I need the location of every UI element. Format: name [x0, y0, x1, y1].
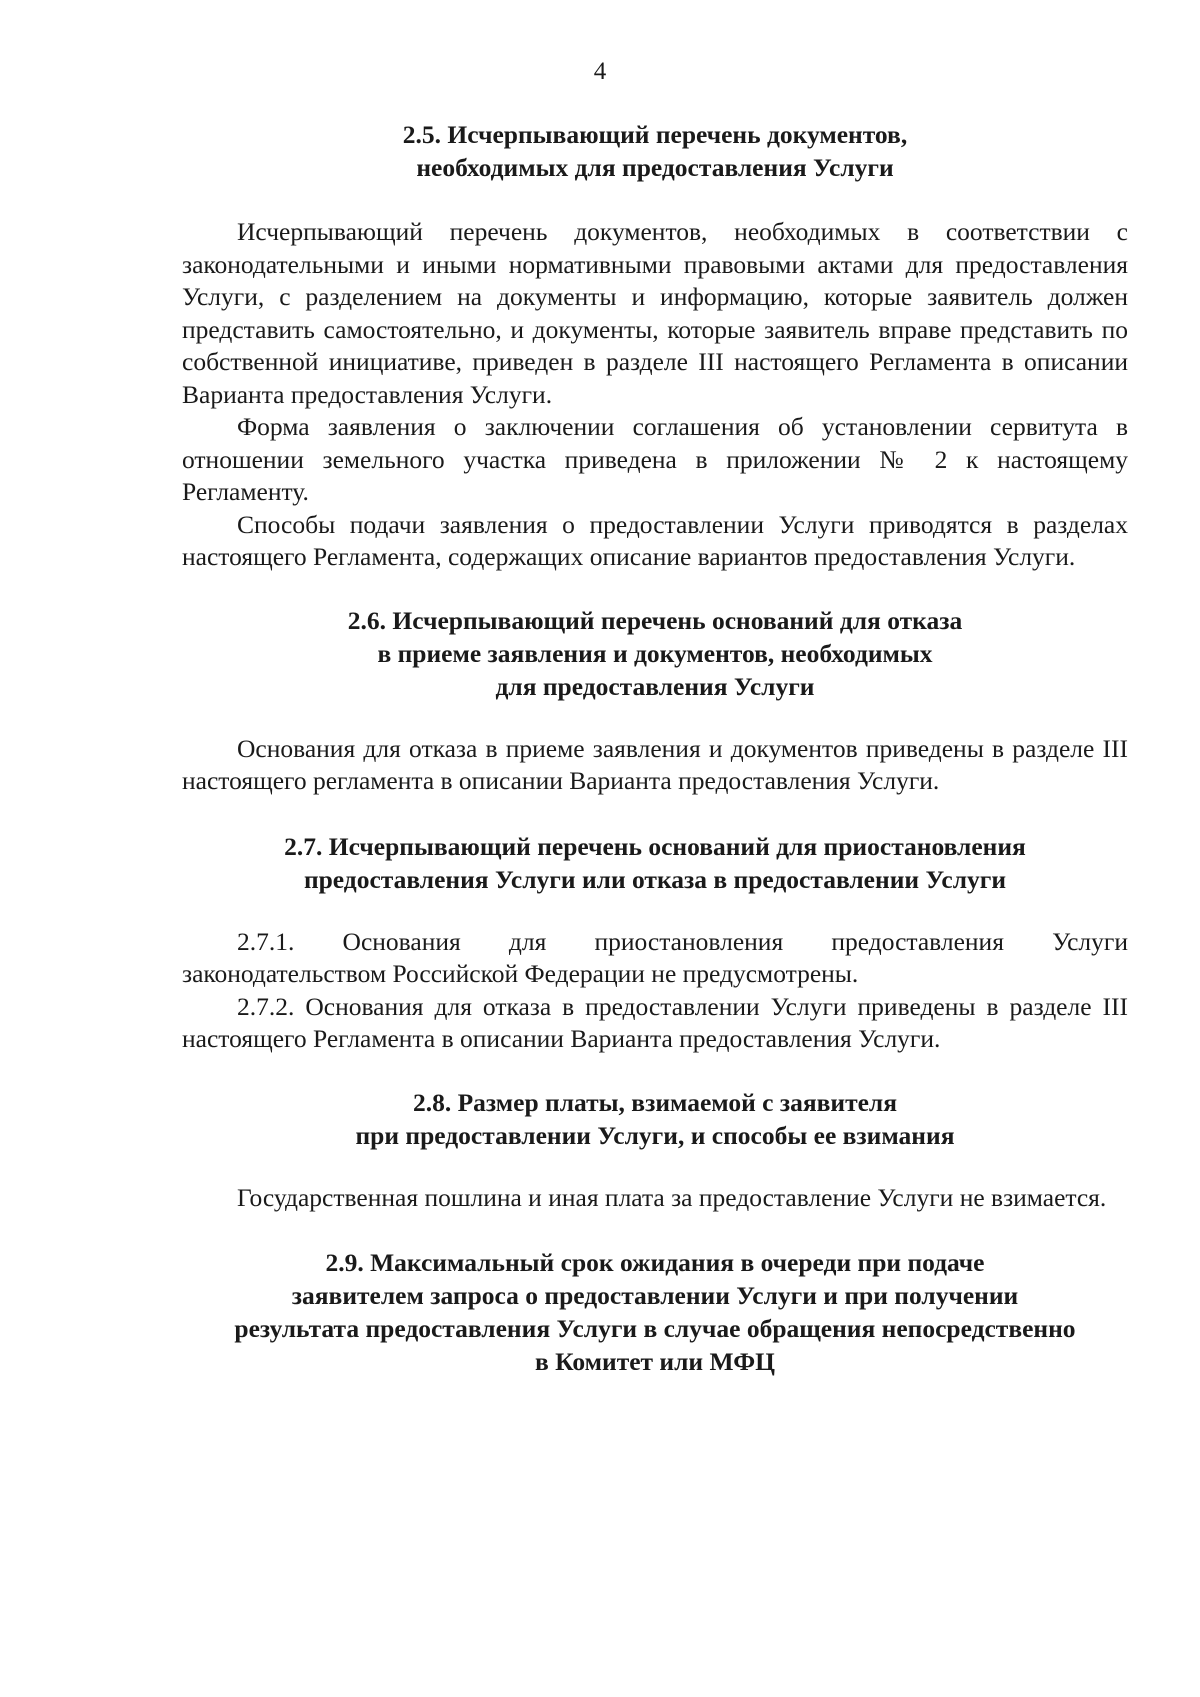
heading-line: 2.5. Исчерпывающий перечень документов,: [402, 120, 908, 149]
paragraph: 2.7.1. Основания для приостановления предоставления Услуги законодательством Российской Федерации не предусмотрены.: [182, 926, 1128, 988]
section-heading: [182, 1086, 1128, 1152]
heading-line: необходимых для предоставления Услуги: [416, 153, 894, 182]
heading-line: предоставления Услуги или отказа в предоставлении Услуги: [303, 864, 1007, 894]
section-heading: [182, 830, 1128, 896]
heading-line: результата предоставления Услуги в случае обращения непосредственно: [234, 1314, 1076, 1343]
heading-line: 2.7. Исчерпывающий перечень оснований для приостановления: [284, 831, 1026, 861]
heading-line: заявителем запроса о предоставлении Услуги и при получении: [291, 1281, 1019, 1310]
section-heading: [182, 118, 1128, 184]
paragraph: Форма заявления о заключении соглашения об установлении сервитута в отношении земельного участка приведена в приложении № 2 к настоящему Регламенту.: [182, 412, 1128, 506]
section-2-5: [182, 118, 1128, 574]
heading-line: в приеме заявления и документов, необходимых: [377, 638, 933, 668]
heading-line: 2.6. Исчерпывающий перечень оснований для отказа: [347, 605, 963, 635]
paragraph: Исчерпывающий перечень документов, необходимых в соответствии с законодательными и иными нормативными правовыми актами для предоставления Услуги, с разделением на документы и информацию, которые заявитель должен представить самостоятельно, и документы, которые заявитель вправе представить по собственной инициативе, приведен в разделе III настоящего Регламента в описании Варианта предоставления Услуги.: [182, 217, 1128, 409]
section-2-6: [182, 604, 1128, 798]
paragraph: Способы подачи заявления о предоставлении Услуги приводятся в разделах настоящего Регламента, содержащих описание вариантов предоставления Услуги.: [182, 509, 1128, 571]
paragraph: Государственная пошлина и иная плата за предоставление Услуги не взимается.: [237, 1182, 1107, 1212]
heading-line: для предоставления Услуги: [495, 671, 815, 701]
heading-line: 2.9. Максимальный срок ожидания в очереди при подаче: [325, 1248, 985, 1277]
heading-line: 2.8. Размер платы, взимаемой с заявителя: [412, 1087, 898, 1117]
document-content: [182, 118, 1128, 1378]
heading-line: в Комитет или МФЦ: [535, 1347, 775, 1376]
section-heading: [182, 1246, 1128, 1378]
section-heading: [182, 604, 1128, 703]
paragraph: Основания для отказа в приеме заявления и документов приведены в разделе III настоящего регламента в описании Варианта предоставления Услуги.: [182, 733, 1128, 795]
section-2-7: [182, 830, 1128, 1056]
heading-line: при предоставлении Услуги, и способы ее взимания: [355, 1120, 955, 1150]
section-2-8: [182, 1086, 1128, 1215]
paragraph: 2.7.2. Основания для отказа в предоставлении Услуги приведены в разделе III настоящего Регламента в описании Варианта предоставления Услуги.: [182, 991, 1128, 1053]
section-2-9: [182, 1246, 1128, 1378]
page-number: 4: [593, 58, 607, 85]
